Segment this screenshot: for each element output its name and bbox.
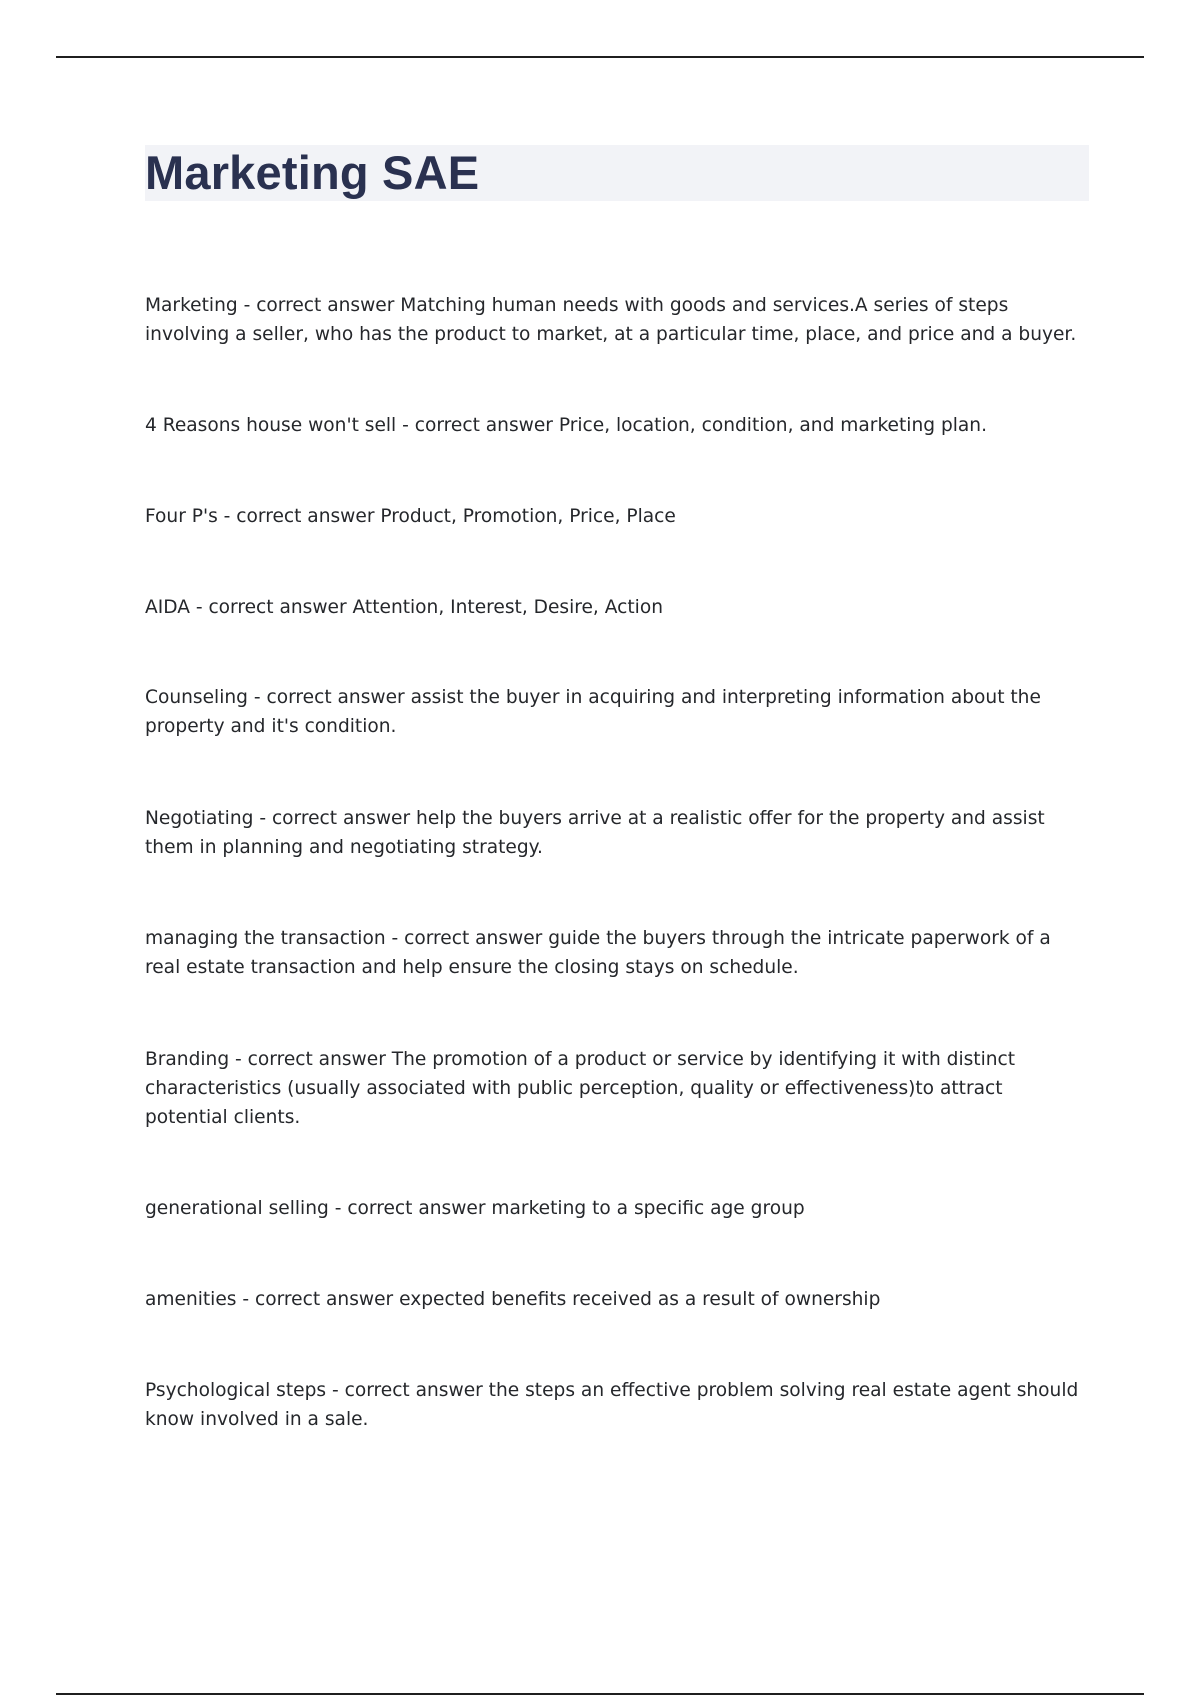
entry-four-ps: Four P's - correct answer Product, Promotion, Price, Place [145,506,676,527]
entry-aida: AIDA - correct answer Attention, Interest, Desire, Action [145,597,663,618]
entry-counseling: Counseling - correct answer assist the buyer in acquiring and interpreting information about the property and it's condition. [145,687,1041,737]
page-title: Marketing SAE [145,146,480,199]
entry-branding: Branding - correct answer The promotion of a product or service by identifying it with distinct characteristics (usually associated with public perception, quality or effectiveness)to attract potential clients. [145,1049,1016,1128]
top-rule [56,56,1144,58]
entry-amenities: amenities - correct answer expected benefits received as a result of ownership [145,1289,881,1310]
entry-generational-selling: generational selling - correct answer marketing to a specific age group [145,1198,805,1219]
entry-reasons-house-wont-sell: 4 Reasons house won't sell - correct answer Price, location, condition, and marketing plan. [145,415,988,436]
entry-psychological-steps: Psychological steps - correct answer the steps an effective problem solving real estate agent should know involved in a sale. [145,1380,1079,1430]
entry-managing-the-transaction: managing the transaction - correct answer guide the buyers through the intricate paperwork of a real estate transaction and help ensure the closing stays on schedule. [145,928,1051,978]
entry-marketing: Marketing - correct answer Matching human needs with goods and services.A series of steps involving a seller, who has the product to market, at a particular time, place, and price and a buyer. [145,295,1077,345]
bottom-rule [56,1693,1144,1695]
entry-negotiating: Negotiating - correct answer help the buyers arrive at a realistic offer for the property and assist them in planning and negotiating strategy. [145,808,1045,858]
